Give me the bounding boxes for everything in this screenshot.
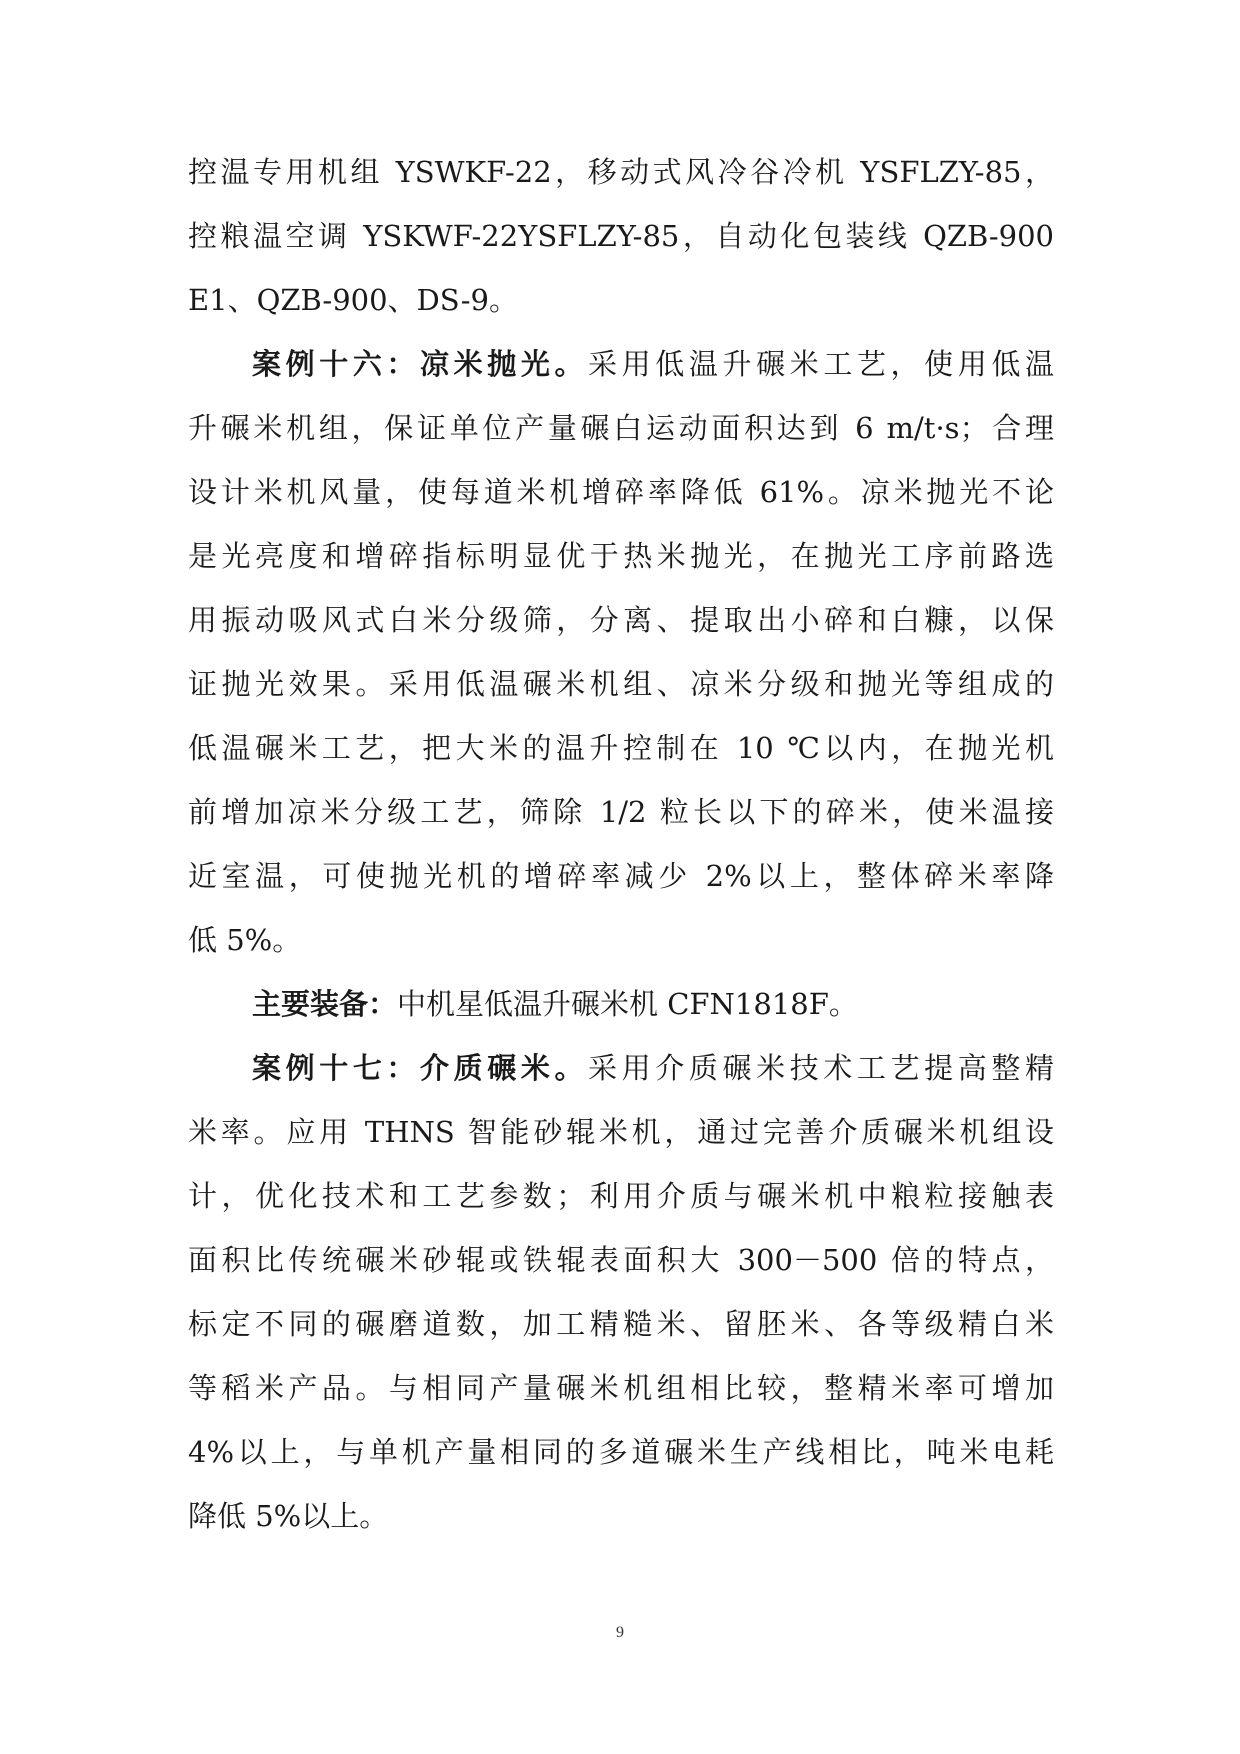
paragraph-main-equipment: [188, 972, 1054, 1036]
text-line: 用振动吸风式白米分级筛，分离、提取出小碎和白糠，以保: [188, 603, 1054, 637]
text-line: 控温专用机组 YSWKF-22，移动式风冷谷冷机 YSFLZY-85，: [188, 155, 1054, 189]
paragraph-case-17: [188, 1036, 1054, 1548]
text-line: 4%以上，与单机产量相同的多道碾米生产线相比，吨米电耗: [188, 1435, 1054, 1469]
text-line: E1、QZB-900、DS-9。: [188, 283, 518, 317]
text-line: 低 5%。: [188, 923, 302, 957]
document-body: [188, 140, 1054, 1620]
text-line: [188, 332, 1054, 396]
text-line: 证抛光效果。采用低温碾米机组、凉米分级和抛光等组成的: [188, 667, 1054, 701]
text-line: 升碾米机组，保证单位产量碾白运动面积达到 6 m/t·s；合理: [188, 411, 1054, 445]
case-16-heading: 案例十六：凉米抛光。: [252, 347, 589, 381]
text-line: 前增加凉米分级工艺，筛除 1/2 粒长以下的碎米，使米温接: [188, 795, 1054, 829]
text-line: 降低 5%以上。: [188, 1499, 389, 1533]
paragraph-equipment-continuation: [188, 140, 1054, 332]
text-line: 标定不同的碾磨道数，加工精糙米、留胚米、各等级精白米: [188, 1307, 1054, 1341]
case-16-text: 采用低温升碾米工艺，使用低温: [588, 347, 1054, 381]
text-line: 近室温，可使抛光机的增碎率减少 2%以上，整体碎米率降: [188, 859, 1054, 893]
case-17-text: 采用介质碾米技术工艺提高整精: [588, 1051, 1054, 1085]
main-equipment-heading: 主要装备：: [252, 987, 398, 1021]
case-17-heading: 案例十七：介质碾米。: [252, 1051, 589, 1085]
text-line: 计，优化技术和工艺参数；利用介质与碾米机中粮粒接触表: [188, 1179, 1054, 1213]
page-number: 9: [616, 1624, 624, 1641]
text-line: [188, 1036, 1054, 1100]
text-line: 米率。应用 THNS 智能砂辊米机，通过完善介质碾米机组设: [188, 1115, 1054, 1149]
text-line: 等稻米产品。与相同产量碾米机组相比较，整精米率可增加: [188, 1371, 1054, 1405]
text-line: 面积比传统碾米砂辊或铁辊表面积大 300－500 倍的特点，: [188, 1243, 1054, 1277]
text-line: 是光亮度和增碎指标明显优于热米抛光，在抛光工序前路选: [188, 539, 1054, 573]
paragraph-case-16: [188, 332, 1054, 972]
text-line: [188, 972, 1054, 1036]
text-line: 设计米机风量，使每道米机增碎率降低 61%。凉米抛光不论: [188, 475, 1054, 509]
main-equipment-text: 中机星低温升碾米机 CFN1818F。: [397, 987, 858, 1021]
text-line: 低温碾米工艺，把大米的温升控制在 10 ℃以内，在抛光机: [188, 731, 1054, 765]
text-line: 控粮温空调 YSKWF-22YSFLZY-85，自动化包装线 QZB-900: [188, 219, 1054, 253]
